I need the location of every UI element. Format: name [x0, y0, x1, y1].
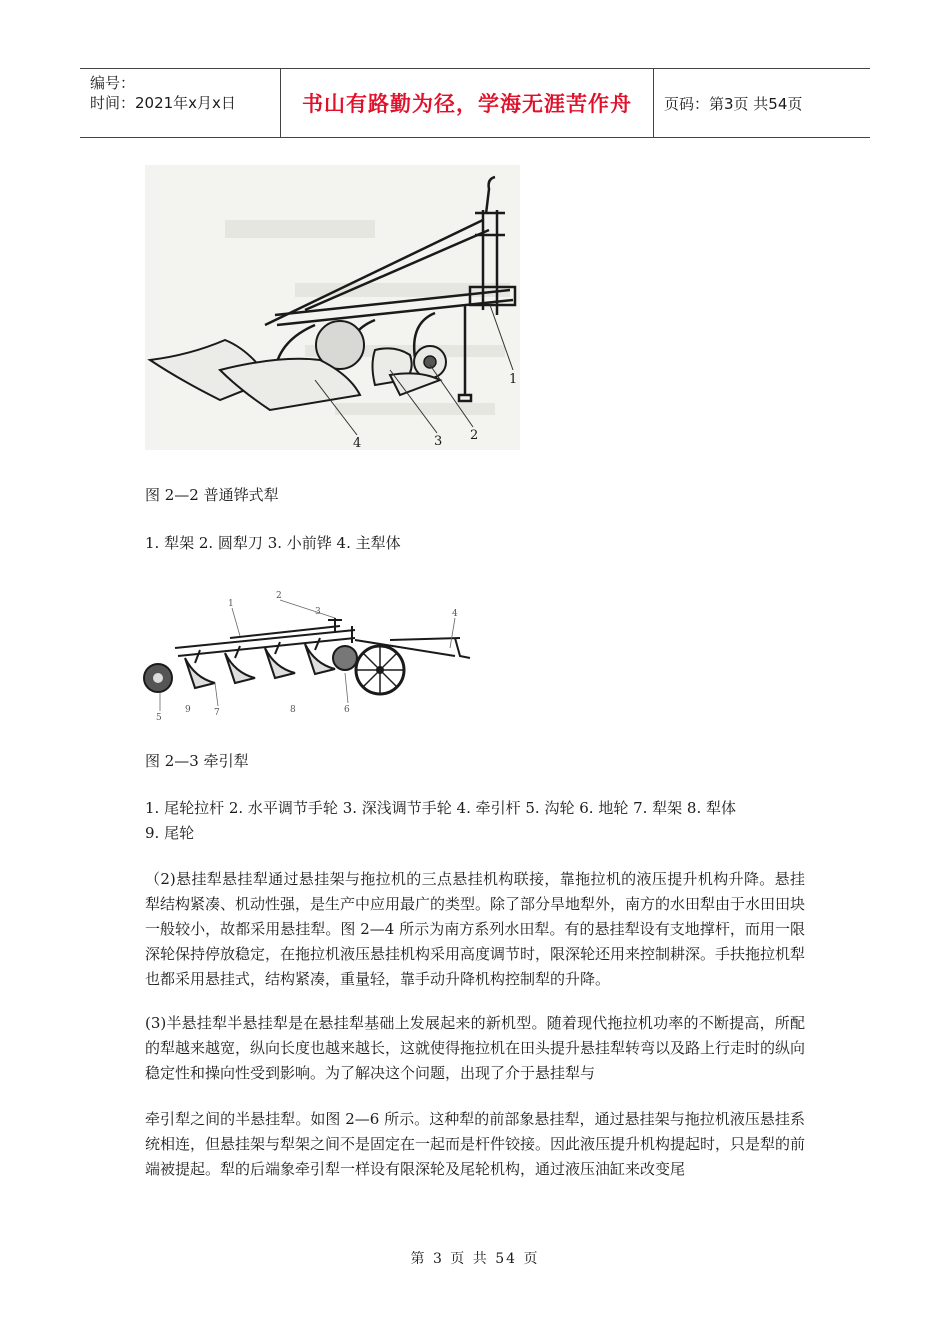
- callout-3: 3: [434, 434, 443, 449]
- figure2-legend-line2: 9. 尾轮: [145, 824, 195, 842]
- fig2-callout-1: 1: [228, 599, 234, 609]
- figure-moldboard-plow: [145, 165, 520, 450]
- header-page-info: 页码：第3页 共54页: [664, 94, 803, 113]
- figure-trailed-plow: [140, 578, 480, 728]
- fig2-callout-7: 7: [214, 708, 220, 718]
- figure1-caption: 图 2—2 普通铧式犁: [145, 486, 279, 504]
- fig2-callout-3: 3: [315, 607, 321, 617]
- fig2-callout-9: 9: [185, 705, 191, 715]
- fig2-callout-5: 5: [156, 713, 162, 723]
- fig2-callout-4: 4: [452, 609, 458, 619]
- header-meta: [80, 69, 280, 137]
- time-label: 时间：2021年x月x日: [90, 94, 236, 112]
- paragraph-mounted-plow: （2)悬挂犁悬挂犁通过悬挂架与拖拉机的三点悬挂机构联接，靠拖拉机的液压提升机构升降。悬挂犁结构紧凑、机动性强，是生产中应用最广的类型。除了部分旱地犁外，南方的水田犁由于水田田块一般较小，故都采用悬挂犁。图 2—4 所示为南方系列水田犁。有的悬挂犁设有支地撑杆，而用一限深轮保持停放稳定，在拖拉机液压悬挂机构采用高度调节时，限深轮还用来控制耕深。手扶拖拉机犁也都采用悬挂式，结构紧凑，重量轻，靠手动升降机构控制犁的升降。: [145, 870, 806, 988]
- fig2-callout-8: 8: [290, 705, 296, 715]
- figure1-legend: 1. 犁架 2. 圆犁刀 3. 小前铧 4. 主犁体: [145, 534, 401, 552]
- callout-1: 1: [509, 372, 518, 387]
- page-header: [80, 68, 870, 138]
- moldboard-plow-illustration: [145, 165, 520, 450]
- paragraph-semi-mounted-continued: 牵引犁之间的半悬挂犁。如图 2—6 所示。这种犁的前部象悬挂犁，通过悬挂架与拖拉机液压悬挂系统相连，但悬挂架与犁架之间不是固定在一起而是杆件铰接。因此液压提升机构提起时，只是犁的前端被提起。犁的后端象牵引犁一样设有限深轮及尾轮机构，通过液压油缸来改变尾: [145, 1110, 806, 1178]
- number-label: 编号：: [90, 74, 136, 92]
- callout-2: 2: [470, 428, 479, 443]
- fig2-callout-2: 2: [276, 591, 282, 601]
- trailed-plow-illustration: [140, 578, 480, 728]
- header-motto: 书山有路勤为径，学海无涯苦作舟: [280, 69, 654, 137]
- paragraph-semi-mounted-plow: (3)半悬挂犁半悬挂犁是在悬挂犁基础上发展起来的新机型。随着现代拖拉机功率的不断提高，所配的犁越来越宽，纵向长度也越来越长，这就使得拖拉机在田头提升悬挂犁转弯以及路上行走时的纵向稳定性和操向性受到影响。为了解决这个问题，出现了介于悬挂犁与: [145, 1014, 806, 1082]
- fig2-callout-6: 6: [344, 705, 350, 715]
- figure2-legend-line1: 1. 尾轮拉杆 2. 水平调节手轮 3. 深浅调节手轮 4. 牵引杆 5. 沟轮 6. 地轮 7. 犁架 8. 犁体: [145, 799, 737, 817]
- figure2-caption: 图 2—3 牵引犁: [145, 752, 249, 770]
- page-footer: 第 3 页 共 54 页: [410, 1251, 540, 1267]
- callout-4: 4: [353, 436, 362, 450]
